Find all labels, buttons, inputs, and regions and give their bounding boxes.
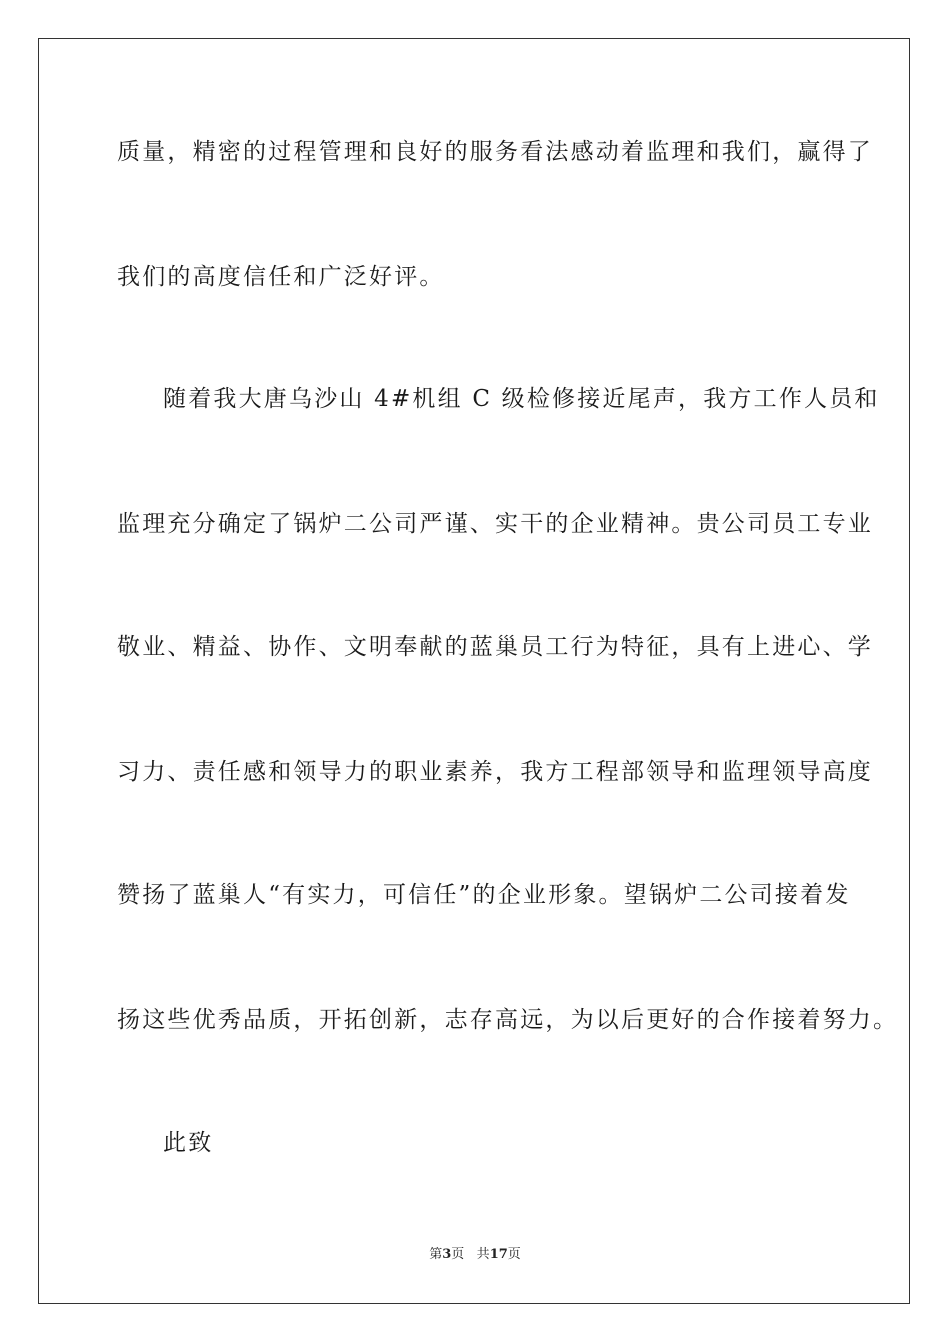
body-line-7: 赞扬了蓝巢人“有实力，可信任”的企业形象。望锅炉二公司接着发: [117, 882, 851, 908]
closing-salutation: 此致: [163, 1130, 214, 1156]
footer-prefix: 第: [429, 1247, 443, 1262]
page-border: [38, 38, 910, 1304]
body-line-5: 敬业、精益、协作、文明奉献的蓝巢员工行为特征，具有上进心、学: [117, 634, 873, 660]
footer-total-prefix: 共: [476, 1247, 490, 1262]
body-line-6: 习力、责任感和领导力的职业素养，我方工程部领导和监理领导高度: [117, 759, 873, 785]
body-line-8: 扬这些优秀品质，开拓创新，志存高远，为以后更好的合作接着努力。: [117, 1007, 899, 1033]
footer-total-unit: 页: [507, 1247, 521, 1262]
body-line-1: 质量，精密的过程管理和良好的服务看法感动着监理和我们，赢得了: [117, 139, 873, 165]
footer-page-number: 3: [442, 1247, 452, 1262]
body-line-2: 我们的高度信任和广泛好评。: [117, 264, 445, 290]
page-number-footer: [0, 1247, 950, 1263]
footer-total-pages: 17: [489, 1247, 508, 1262]
body-line-3: 随着我大唐乌沙山 4#机组 C 级检修接近尾声，我方工作人员和: [163, 386, 880, 412]
body-line-4: 监理充分确定了锅炉二公司严谨、实干的企业精神。贵公司员工专业: [117, 511, 873, 537]
footer-page-unit: 页: [451, 1247, 465, 1262]
